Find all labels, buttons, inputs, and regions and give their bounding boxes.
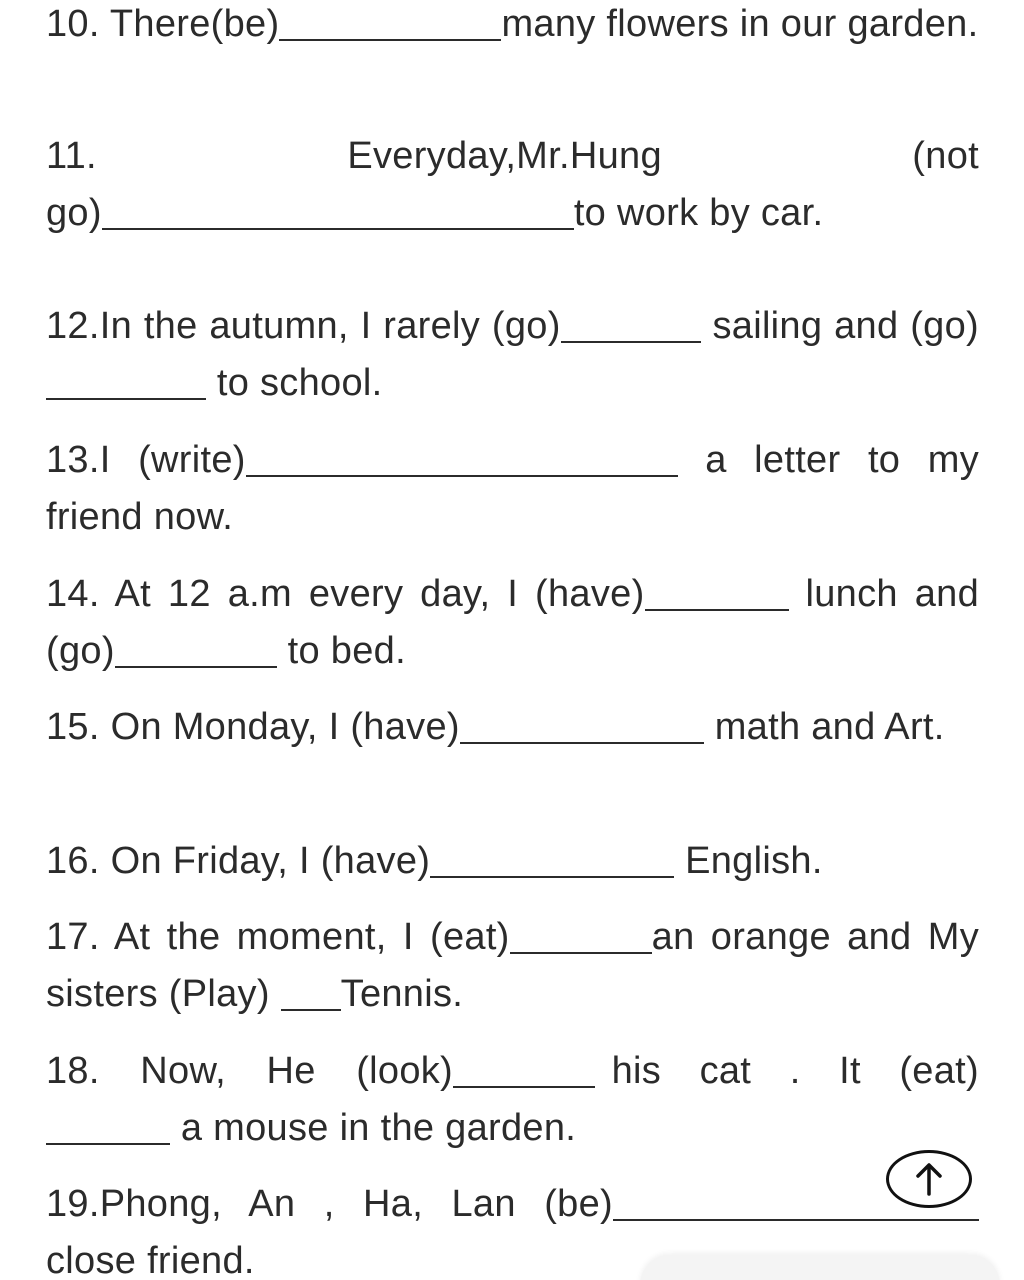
- exercise-15-text-2: math and Art.: [714, 706, 945, 748]
- answer-blank: [115, 628, 277, 668]
- exercise-12-text-2: sailing and (go): [712, 305, 979, 347]
- answer-blank: [279, 1, 501, 41]
- exercise-13: [46, 432, 979, 546]
- exercise-13-text-1: 13.I (write): [46, 439, 246, 481]
- exercise-17: [46, 909, 979, 1023]
- exercise-16-text-1: 16. On Friday, I (have): [46, 840, 431, 882]
- answer-blank: [460, 704, 704, 744]
- exercise-12: [46, 298, 979, 412]
- exercise-18-text-1: 18. Now, He (look): [46, 1050, 454, 1092]
- answer-blank: [561, 303, 701, 343]
- exercise-19-text-1: 19.Phong, An , Ha, Lan (be): [46, 1183, 613, 1225]
- arrow-up-icon: [914, 1161, 944, 1197]
- exercise-18-text-3: a mouse in the garden.: [180, 1107, 577, 1149]
- exercise-10-text-2: many flowers in our garden.: [501, 3, 979, 45]
- exercise-17-text-3: Tennis.: [340, 973, 464, 1015]
- scroll-to-top-button[interactable]: [886, 1150, 972, 1208]
- exercise-14: [46, 566, 979, 680]
- answer-blank: [102, 190, 574, 230]
- exercise-10: [46, 0, 979, 53]
- exercise-12-text-1: 12.In the autumn, I rarely (go): [46, 305, 561, 347]
- exercise-18: [46, 1043, 979, 1157]
- answer-blank: [453, 1048, 595, 1088]
- exercise-14-text-3: to bed.: [287, 630, 406, 672]
- answer-blank: [281, 971, 341, 1011]
- exercise-16: [46, 833, 979, 890]
- answer-blank: [246, 437, 678, 477]
- exercise-13-text-2: a letter to my friend now.: [46, 439, 979, 538]
- exercise-11: [46, 128, 979, 242]
- exercise-18-text-2: his cat . It (eat): [611, 1050, 979, 1092]
- exercise-15: [46, 699, 979, 756]
- answer-blank: [46, 360, 206, 400]
- exercise-14-text-1: 14. At 12 a.m every day, I (have): [46, 573, 645, 615]
- exercise-12-text-3: to school.: [216, 362, 383, 404]
- answer-blank: [510, 914, 652, 954]
- answer-blank: [645, 571, 789, 611]
- exercise-17-text-1: 17. At the moment, I (eat): [46, 916, 510, 958]
- exercise-19-text-2: close friend.: [46, 1240, 255, 1280]
- exercise-17-text-2: an orange and My sisters (Play): [46, 916, 980, 1015]
- exercise-11-text-1: 11. Everyday,Mr.Hung (not go): [46, 135, 979, 234]
- exercise-11-text-2: to work by car.: [573, 192, 824, 234]
- answer-blank: [430, 838, 674, 878]
- answer-blank: [46, 1105, 170, 1145]
- exercise-10-text-1: 10. There(be): [46, 3, 280, 45]
- exercise-15-text-1: 15. On Monday, I (have): [46, 706, 460, 748]
- bottom-panel-edge: [640, 1255, 1000, 1280]
- exercise-14-text-2: lunch and (go): [46, 573, 979, 672]
- exercise-16-text-2: English.: [685, 840, 823, 882]
